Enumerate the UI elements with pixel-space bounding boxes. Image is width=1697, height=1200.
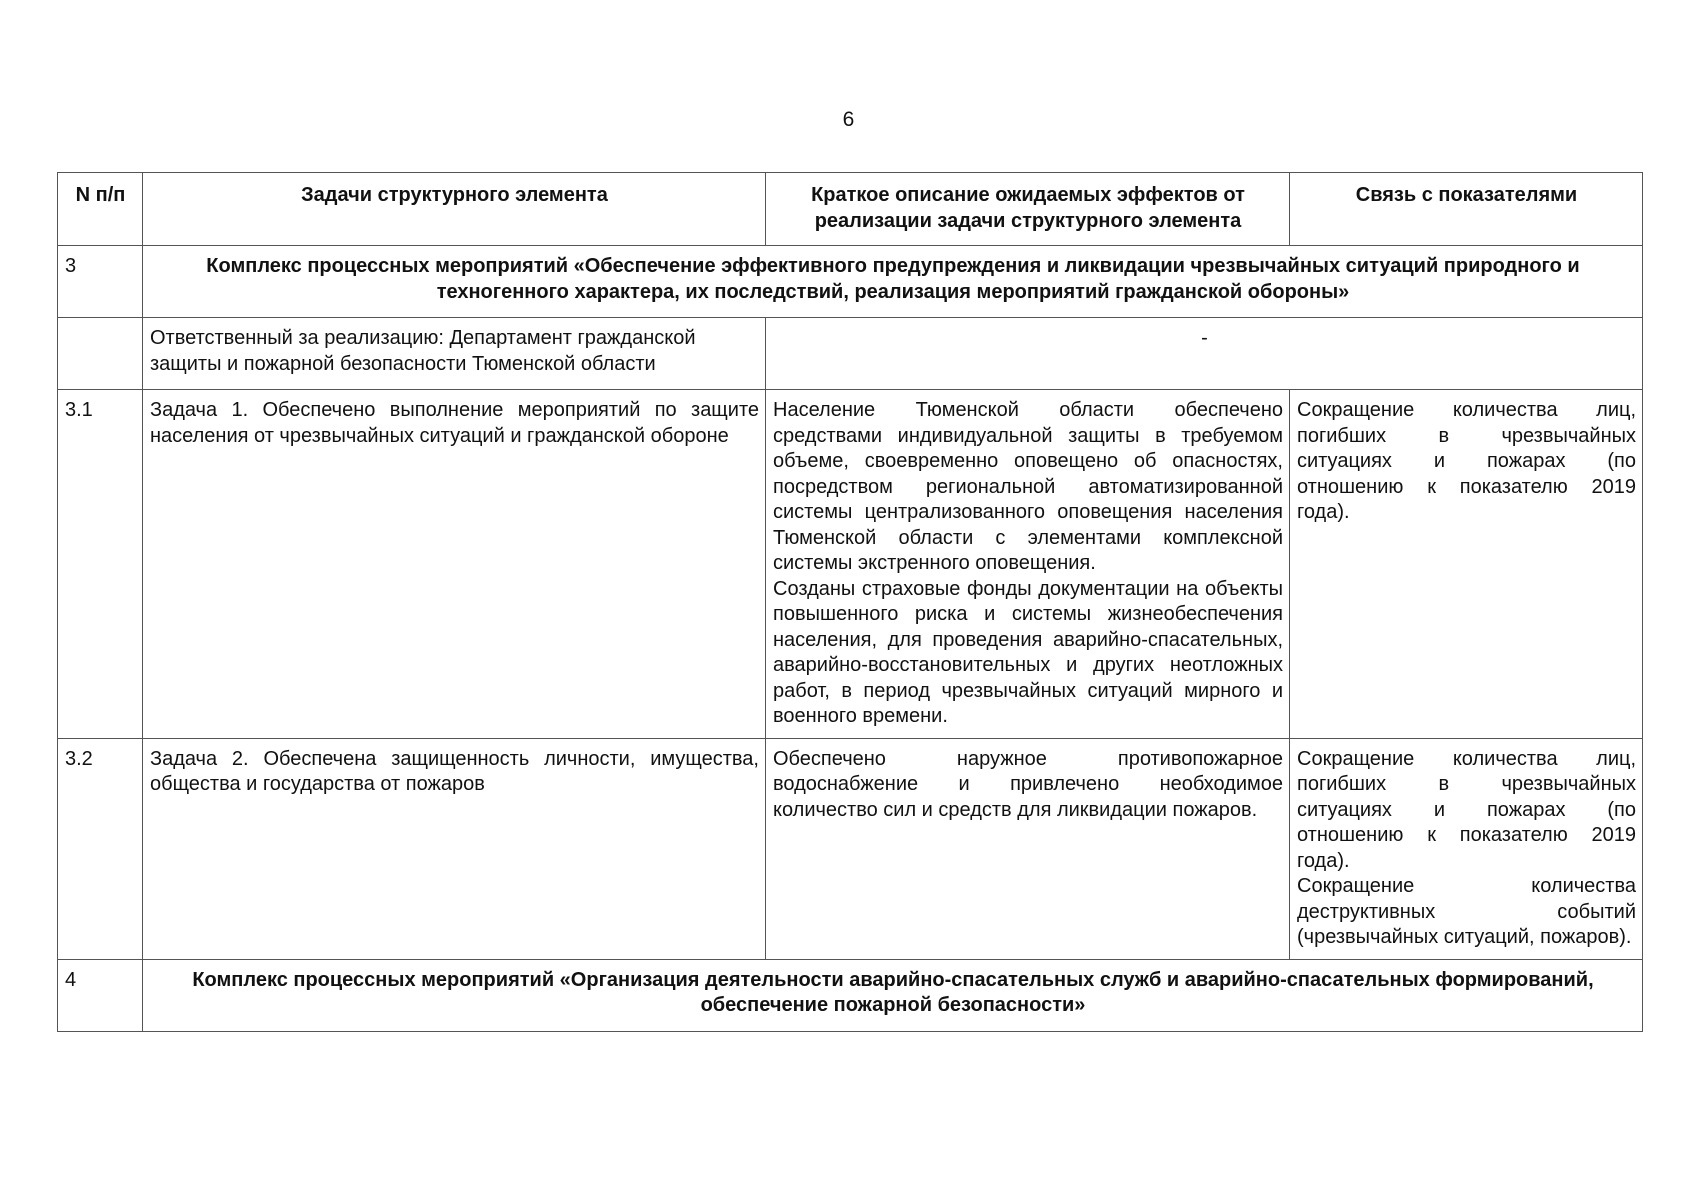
row-3-2-link-cell: [1290, 738, 1643, 959]
row-3-1-task: Задача 1. Обеспечено выполнение мероприятий по защите населения от чрезвычайных ситуаций и гражданской обороне: [143, 390, 766, 739]
responsible-num-cell: [58, 318, 143, 390]
table-header-row: [58, 173, 1643, 246]
structural-element-table: [57, 172, 1643, 1032]
section-row-3: [58, 246, 1643, 318]
row-3-2-task: Задача 2. Обеспечена защищенность личности, имущества, общества и государства от пожаров: [143, 738, 766, 959]
row-3-1-effect-paragraph-1: Население Тюменской области обеспечено средствами индивидуальной защиты в требуемом объеме, своевременно оповещено об опасностях, посредством региональной автоматизированной системы централизованного оповещения населения Тюменской области с элементами комплексной системы экстренного оповещения.: [773, 399, 1283, 574]
header-tasks: Задачи структурного элемента: [143, 173, 766, 246]
section-3-number: 3: [58, 246, 143, 318]
row-3-1-effects: [766, 390, 1290, 739]
header-num: N п/п: [58, 173, 143, 246]
row-3-2-number: 3.2: [58, 738, 143, 959]
table-row-3-1: [58, 390, 1643, 739]
row-3-1-link: Сокращение количества лиц, погибших в чрезвычайных ситуациях и пожарах (по отношению к показателю 2019 года).: [1297, 399, 1636, 523]
row-3-2-link-paragraph-1: Сокращение количества лиц, погибших в чрезвычайных ситуациях и пожарах (по отношению к показателю 2019 года).: [1297, 747, 1636, 872]
responsible-value: -: [766, 318, 1643, 390]
row-3-1-number: 3.1: [58, 390, 143, 739]
section-row-4: [58, 959, 1643, 1031]
row-3-1-effect-paragraph-2: Созданы страховые фонды документации на объекты повышенного риска и системы жизнеобеспечения населения, для проведения аварийно-спасательных, аварийно-восстановительных и других неотложных работ, в период чрезвычайных ситуаций мирного и военного времени.: [773, 577, 1283, 727]
header-effects: Краткое описание ожидаемых эффектов от реализации задачи структурного элемента: [766, 173, 1290, 246]
section-4-number: 4: [58, 959, 143, 1031]
responsible-row: [58, 318, 1643, 390]
section-4-title: Комплекс процессных мероприятий «Организация деятельности аварийно-спасательных служб и аварийно-спасательных формирований, обеспечение пожарной безопасности»: [143, 959, 1643, 1031]
header-link: Связь с показателями: [1290, 173, 1643, 246]
row-3-2-link-paragraph-2: Сокращение количества деструктивных событий (чрезвычайных ситуаций, пожаров).: [1297, 875, 1636, 948]
table-row-3-2: [58, 738, 1643, 959]
responsible-text: Ответственный за реализацию: Департамент гражданской защиты и пожарной безопасности Тюменской области: [143, 318, 766, 390]
row-3-2-effect: Обеспечено наружное противопожарное водоснабжение и привлечено необходимое количество сил и средств для ликвидации пожаров.: [773, 747, 1283, 821]
row-3-1-link-cell: [1290, 390, 1643, 739]
page-number: 6: [842, 108, 855, 131]
row-3-2-effects: [766, 738, 1290, 959]
section-3-title: Комплекс процессных мероприятий «Обеспечение эффективного предупреждения и ликвидации чрезвычайных ситуаций природного и техногенного характера, их последствий, реализация мероприятий гражданской обороны»: [143, 246, 1643, 318]
